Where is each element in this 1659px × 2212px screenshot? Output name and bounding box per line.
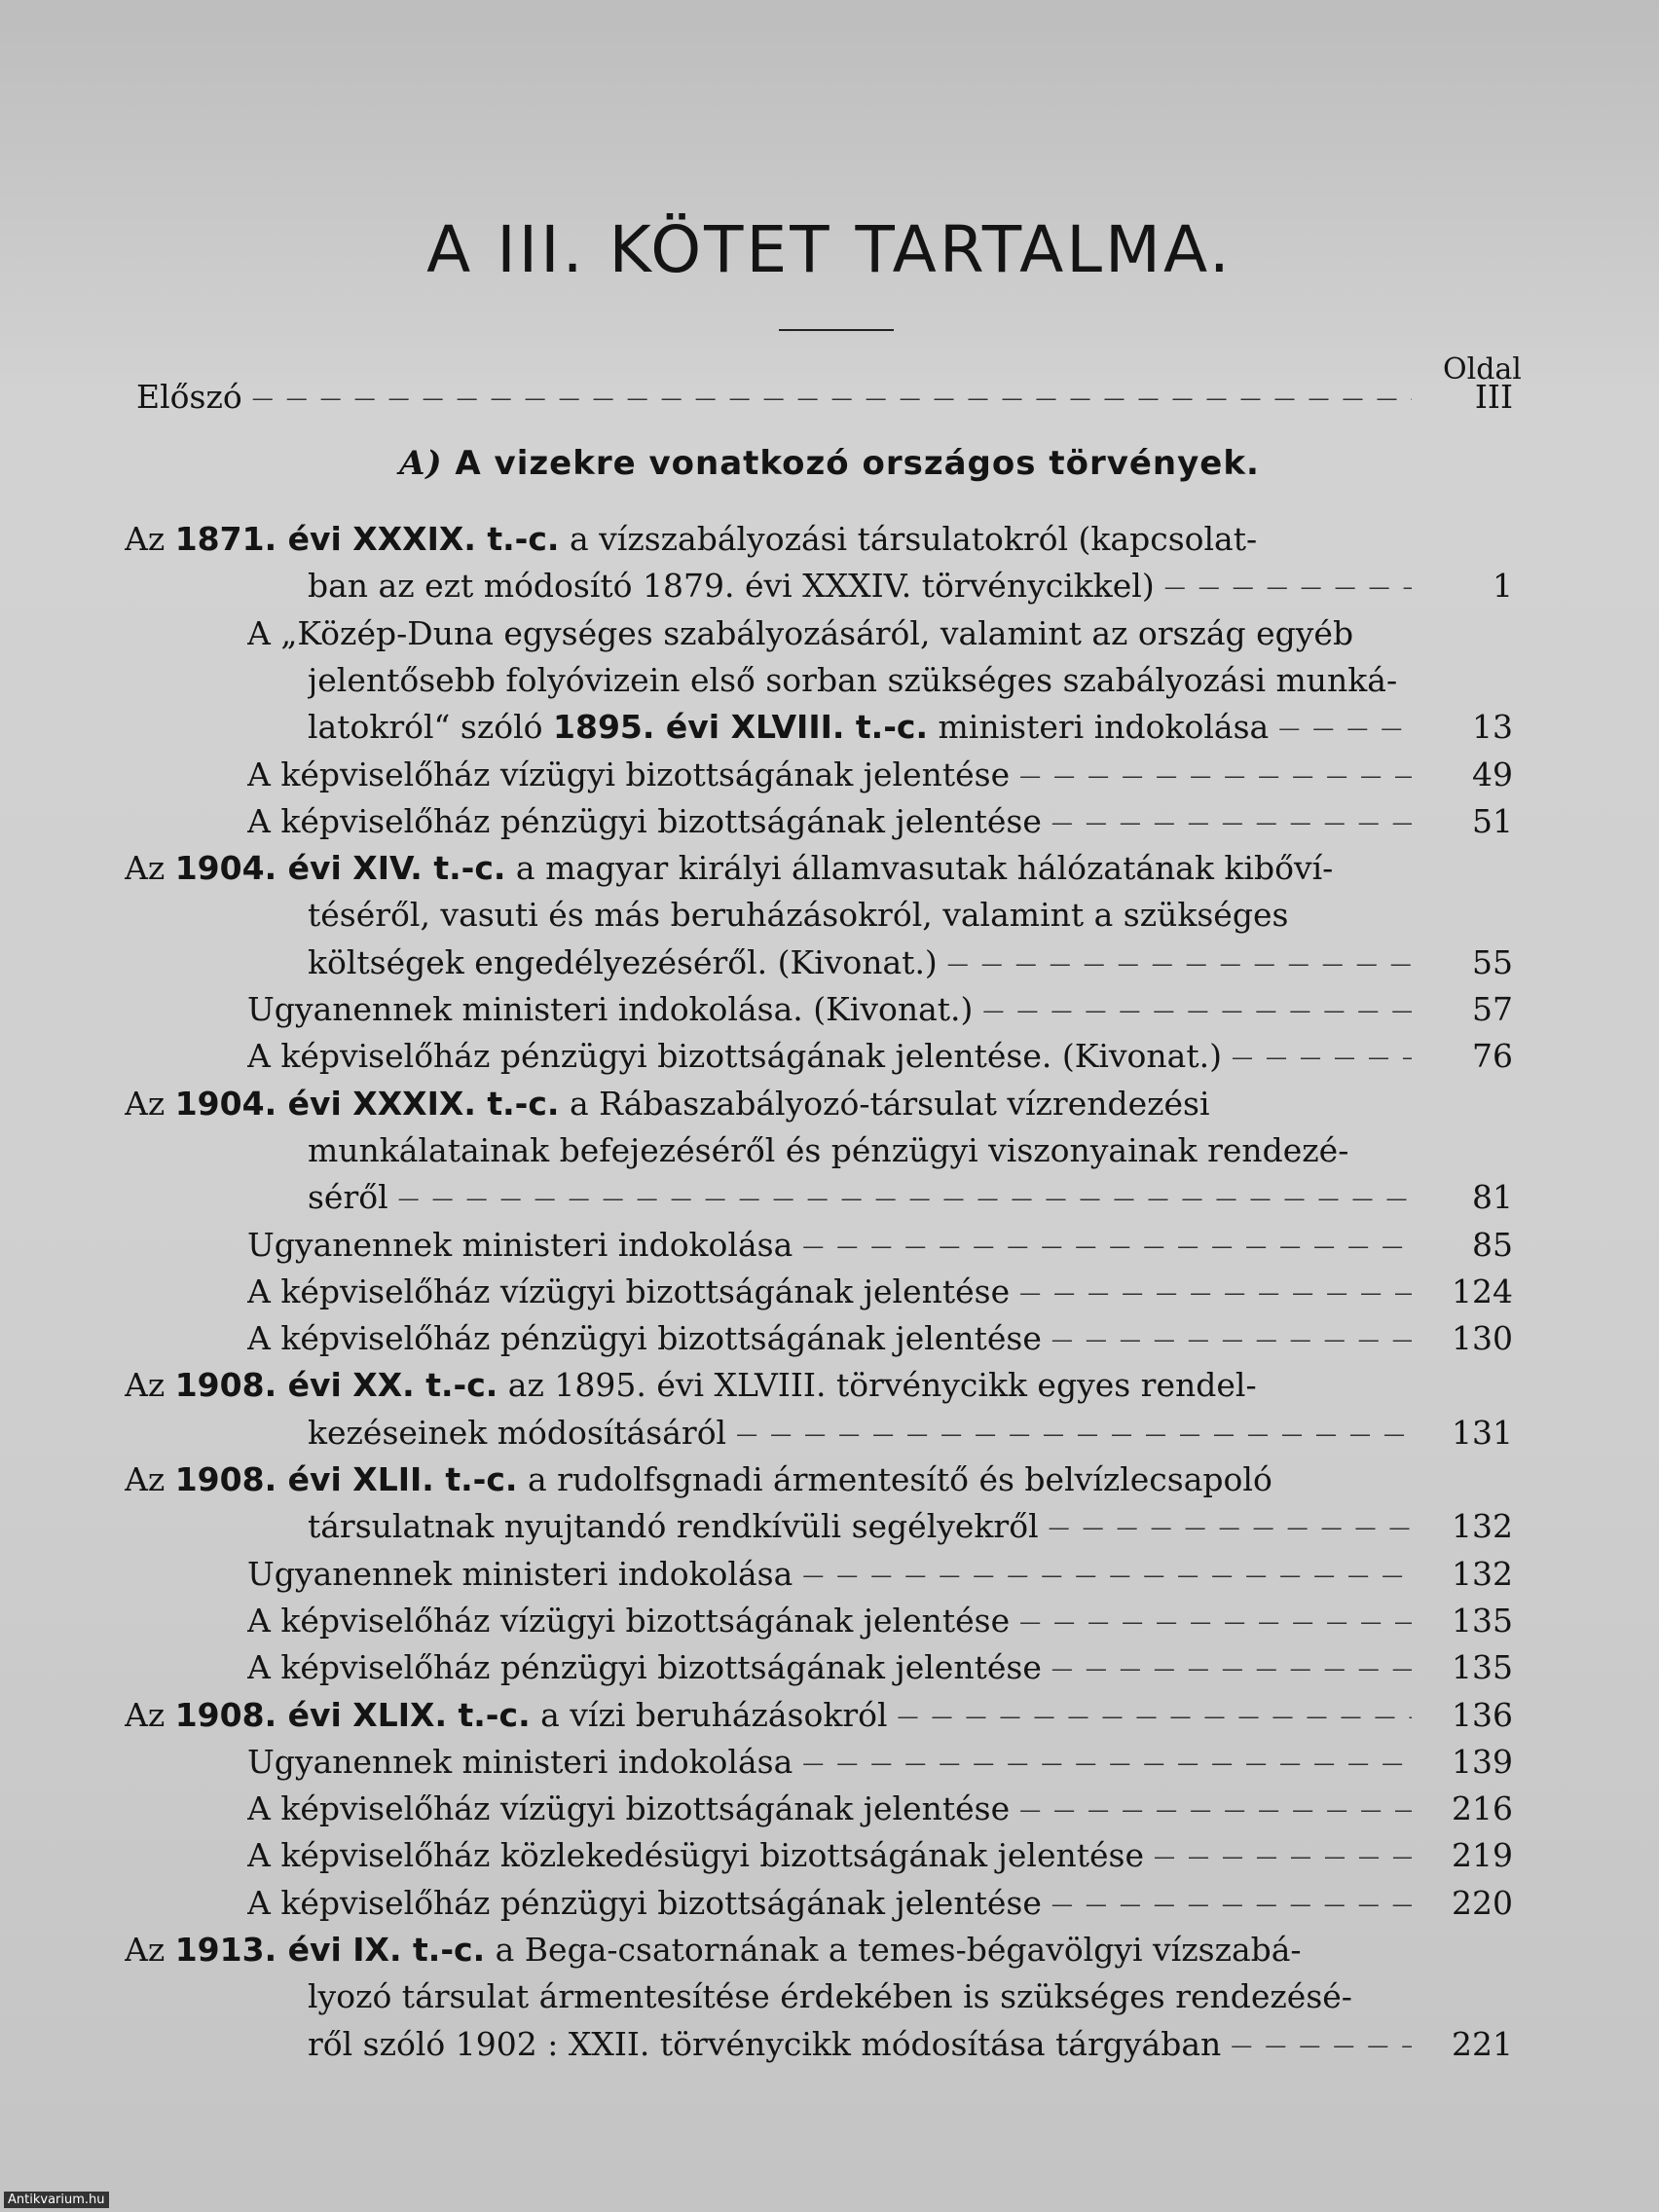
toc-line	[125, 1692, 1412, 1739]
page-number: 51	[1472, 801, 1513, 840]
toc-text: Ugyanennek ministeri indokolása	[247, 1225, 793, 1264]
law-reference: 1908. évi XX. t.-c.	[174, 1366, 498, 1405]
toc-line	[125, 1927, 1412, 1973]
toc-line	[247, 1551, 1412, 1598]
page-number: 135	[1452, 1601, 1513, 1640]
page-number: 81	[1472, 1178, 1513, 1217]
toc-line	[308, 1973, 1412, 2020]
toc-line	[308, 1174, 1412, 1221]
toc-line	[308, 892, 1412, 939]
toc-text: jelentősebb folyóvizein első sorban szükséges szabályozási munká-	[308, 660, 1398, 699]
toc-text: A képviselőház vízügyi bizottságának jelentése	[247, 1601, 1011, 1640]
page-number: 1	[1493, 567, 1513, 606]
toc-text: Ugyanennek ministeri indokolása. (Kivonat.)	[247, 990, 974, 1028]
toc-text: A képviselőház pénzügyi bizottságának jelentése	[247, 801, 1042, 840]
toc-text: A képviselőház vízügyi bizottságának jelentése	[247, 1789, 1011, 1828]
toc-text: társulatnak nyujtandó rendkívüli segélyekről	[308, 1507, 1039, 1546]
toc-text: költségek engedélyezéséről. (Kivonat.)	[308, 942, 938, 981]
toc-line	[125, 845, 1412, 892]
toc-line	[247, 1786, 1412, 1832]
toc-line	[308, 1127, 1412, 1174]
toc-line	[247, 1644, 1412, 1691]
toc-line	[247, 1598, 1412, 1644]
toc-text: séről	[308, 1178, 388, 1217]
page-number: 132	[1452, 1507, 1513, 1546]
toc-text: Az	[125, 849, 175, 888]
toc-line	[247, 1315, 1412, 1362]
law-reference: 1904. évi XXXIX. t.-c.	[174, 1084, 560, 1123]
watermark: Antikvarium.hu	[4, 2192, 109, 2208]
toc-text: ban az ezt módosító 1879. évi XXXIV. törvénycikkel)	[308, 567, 1155, 606]
toc-line	[308, 1410, 1412, 1456]
toc-line	[247, 610, 1412, 657]
page-number: 220	[1452, 1883, 1513, 1922]
page-number: 139	[1452, 1742, 1513, 1781]
toc-text: Az	[125, 1460, 175, 1498]
section-letter: A)	[399, 444, 443, 483]
toc-text: Az	[125, 1084, 175, 1123]
toc-text: kezéseinek módosításáról	[308, 1413, 727, 1452]
page-title: A III. KÖTET TARTALMA.	[426, 212, 1233, 287]
toc-line	[247, 1880, 1412, 1927]
page-number: 49	[1472, 755, 1513, 793]
toc-line	[308, 704, 1412, 751]
toc-text: ministeri indokolása	[928, 708, 1270, 747]
page-number: 216	[1452, 1789, 1513, 1828]
law-reference: 1904. évi XIV. t.-c.	[174, 849, 506, 888]
toc-text: A képviselőház vízügyi bizottságának jelentése	[247, 1272, 1011, 1310]
toc-text: Ugyanennek ministeri indokolása	[247, 1742, 793, 1781]
page-number: 57	[1472, 990, 1513, 1028]
law-reference: 1913. évi IX. t.-c.	[174, 1931, 486, 1969]
page-number: 131	[1452, 1413, 1513, 1452]
toc-line	[136, 374, 1412, 421]
page-number: 219	[1452, 1836, 1513, 1875]
toc-text: A „Közép-Duna egységes szabályozásáról, valamint az ország egyéb	[247, 613, 1354, 652]
toc-line	[247, 1739, 1412, 1786]
toc-text: Ugyanennek ministeri indokolása	[247, 1554, 793, 1593]
section-heading	[0, 444, 1659, 483]
law-reference: 1871. évi XXXIX. t.-c.	[174, 520, 560, 558]
toc-line	[247, 1033, 1412, 1080]
toc-text: a magyar királyi államvasutak hálózatának kibőví-	[505, 849, 1334, 888]
toc-text: munkálatainak befejezéséről és pénzügyi viszonyainak rendezé-	[308, 1130, 1349, 1169]
toc-line	[247, 798, 1412, 845]
toc-line	[308, 657, 1412, 704]
toc-text: ről szóló 1902 : XXII. törvénycikk módosítása tárgyában	[308, 2024, 1222, 2063]
page-number: 221	[1452, 2024, 1513, 2063]
toc-text: A képviselőház pénzügyi bizottságának jelentése	[247, 1319, 1042, 1358]
toc-text: latokról“ szóló	[308, 708, 554, 747]
toc-text: A képviselőház pénzügyi bizottságának jelentése. (Kivonat.)	[247, 1037, 1222, 1076]
page-number: 136	[1452, 1695, 1513, 1734]
toc-line	[125, 516, 1412, 563]
page-number: III	[1474, 378, 1513, 416]
law-reference: 1908. évi XLII. t.-c.	[174, 1460, 518, 1498]
page-number: 130	[1452, 1319, 1513, 1358]
toc-text: a vízi beruházásokról	[530, 1695, 888, 1734]
page-column-label: Oldal	[1443, 352, 1522, 387]
page-number: 85	[1472, 1225, 1513, 1264]
page-number: 132	[1452, 1554, 1513, 1593]
toc-line	[247, 752, 1412, 798]
law-reference: 1895. évi XLVIII. t.-c.	[553, 708, 929, 747]
toc-text: A képviselőház pénzügyi bizottságának jelentése	[247, 1648, 1042, 1687]
page-number: 76	[1472, 1037, 1513, 1076]
toc-text: az 1895. évi XLVIII. törvénycikk egyes rendel-	[498, 1366, 1257, 1405]
toc-text: a vízszabályozási társulatokról (kapcsolat-	[559, 520, 1258, 558]
toc-text: Az	[125, 1695, 175, 1734]
toc-line	[247, 986, 1412, 1033]
toc-text: A képviselőház közlekedésügyi bizottságának jelentése	[247, 1836, 1145, 1875]
toc-line	[247, 1222, 1412, 1269]
toc-text: Az	[125, 1366, 175, 1405]
page-number: 124	[1452, 1272, 1513, 1310]
toc-text: Az	[125, 520, 175, 558]
toc-line	[308, 2021, 1412, 2068]
toc-line	[308, 1503, 1412, 1550]
section-heading-text: A vizekre vonatkozó országos törvények.	[455, 444, 1260, 483]
page-number: 55	[1472, 942, 1513, 981]
law-reference: 1908. évi XLIX. t.-c.	[174, 1695, 531, 1734]
page-number: 135	[1452, 1648, 1513, 1687]
toc-line	[125, 1362, 1412, 1409]
toc-text: lyozó társulat ármentesítése érdekében is szükséges rendezésé-	[308, 1977, 1352, 2016]
page-number: 13	[1472, 708, 1513, 747]
toc-line	[125, 1081, 1412, 1127]
toc-line	[247, 1269, 1412, 1315]
toc-text: A képviselőház vízügyi bizottságának jelentése	[247, 755, 1011, 793]
toc-text: a rudolfsgnadi ármentesítő és belvízlecsapoló	[517, 1460, 1272, 1498]
toc-text: téséről, vasuti és más beruházásokról, valamint a szükséges	[308, 896, 1289, 935]
title-divider	[779, 329, 894, 331]
toc-text: a Rábaszabályozó-társulat vízrendezési	[559, 1084, 1210, 1123]
toc-line	[308, 563, 1412, 609]
toc-line	[125, 1456, 1412, 1503]
toc-text: A képviselőház pénzügyi bizottságának jelentése	[247, 1883, 1042, 1922]
toc-line	[247, 1832, 1412, 1879]
toc-text: Az	[125, 1931, 175, 1969]
toc-text: a Bega-csatornának a temes-bégavölgyi vízszabá-	[485, 1931, 1302, 1969]
toc-text: Előszó	[136, 378, 242, 416]
toc-line	[308, 940, 1412, 986]
